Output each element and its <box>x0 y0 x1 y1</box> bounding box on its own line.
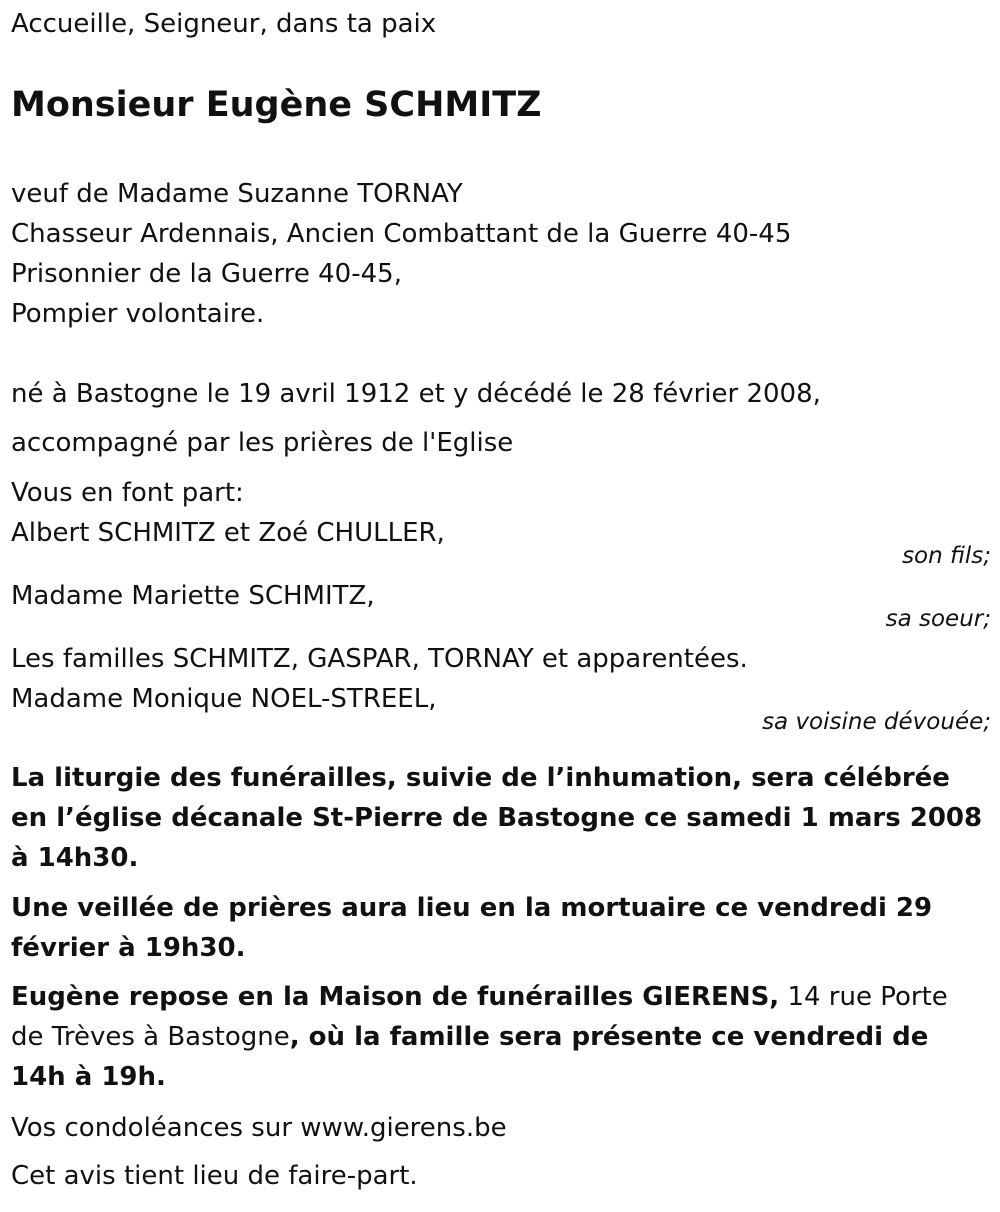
description-line: Prisonnier de la Guerre 40-45, <box>11 259 402 289</box>
family-line: Les familles SCHMITZ, GASPAR, TORNAY et apparentées. <box>11 644 748 674</box>
family-member-mariette: Madame Mariette SCHMITZ, <box>11 581 375 611</box>
vigil-paragraph: Une veillée de prières aura lieu en la mortuaire ce vendredi 29 février à 19h30. <box>11 893 933 963</box>
relation-label: sa voisine dévouée; <box>762 709 991 735</box>
relation-label: sa soeur; <box>885 606 991 632</box>
relation-label: son fils; <box>902 543 991 569</box>
family-member-albert: Albert SCHMITZ et Zoé CHULLER, <box>11 518 445 548</box>
repose-paragraph <box>11 977 986 1097</box>
family-member-monique: Madame Monique NOEL-STREEL, <box>11 684 437 714</box>
church-prayers-line: accompagné par les prières de l'Eglise <box>11 428 514 458</box>
repose-text: , où la famille sera présente ce vendredi de 14h à 19h. <box>11 1022 929 1092</box>
header-prayer: Accueille, Seigneur, dans ta paix <box>11 9 437 39</box>
footer-note: Cet avis tient lieu de faire-part. <box>11 1161 418 1191</box>
description-line: Pompier volontaire. <box>11 299 265 329</box>
funeral-paragraph: La liturgie des funérailles, suivie de l’inhumation, sera célébrée en l’église décanale St-Pierre de Bastogne ce samedi 1 mars 2008 à 14h30. <box>11 763 983 873</box>
condolences-line: Vos condoléances sur www.gierens.be <box>11 1113 507 1143</box>
announcement-intro: Vous en font part: <box>11 478 244 508</box>
repose-text: Eugène repose en la Maison de funérailles GIERENS, <box>11 982 780 1012</box>
birth-death-line: né à Bastogne le 19 avril 1912 et y décédé le 28 février 2008, <box>11 379 821 409</box>
repose-address: 14 rue Porte de Trèves à Bastogne <box>11 982 948 1052</box>
deceased-name: Monsieur Eugène SCHMITZ <box>11 85 542 125</box>
description-line: veuf de Madame Suzanne TORNAY <box>11 179 463 209</box>
description-line: Chasseur Ardennais, Ancien Combattant de la Guerre 40-45 <box>11 219 792 249</box>
